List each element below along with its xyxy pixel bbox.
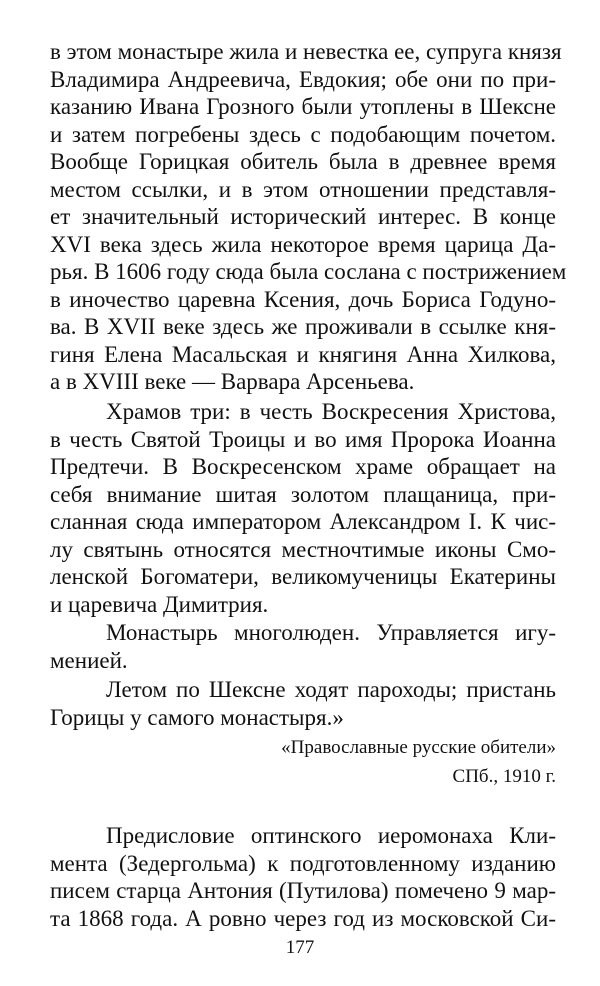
citation — [156, 733, 556, 791]
paragraph-steamboats — [50, 676, 556, 731]
paragraph-monastery-governance — [50, 619, 556, 674]
text-line: в иночество царевна Ксения, дочь Бориса Годуно- — [50, 286, 556, 312]
text-line: Предтечи. В Воскресенском храме обращает на — [50, 454, 556, 479]
text-line: в честь Святой Троицы и во имя Пророка Иоанна — [50, 426, 556, 452]
text-line: писем старца Антония (Путилова) помечено 9 мар- — [50, 878, 556, 903]
text-line: та 1868 года. А ровно через год из московской Си- — [50, 905, 556, 931]
paragraph-churches — [50, 398, 556, 618]
text-line: мента (Зедергольма) к подготовленному изданию — [50, 850, 556, 876]
text-line: местом ссылки, и в этом отношении представля- — [50, 176, 556, 202]
text-line: а в XVIII веке — Варвара Арсеньева. — [50, 369, 415, 394]
text-line: ленской Богоматери, великомученицы Екатерины — [50, 564, 556, 589]
text-line: Монастырь многолюден. Управляется игу- — [106, 620, 556, 645]
text-line: лу святынь относятся местночтимые иконы Смо- — [50, 536, 556, 562]
citation-title: «Православные русские обители» — [281, 737, 556, 758]
citation-place-year: СПб., 1910 г. — [452, 766, 556, 787]
text-line: в этом монастыре жила и невестка ее, супруга князя — [50, 39, 562, 64]
text-line: XVI века здесь жила некоторое время царица Да- — [50, 231, 556, 257]
text-line: ва. В XVII веке здесь же проживали в ссылке кня- — [50, 314, 556, 339]
text-line: и царевича Димитрия. — [50, 591, 269, 617]
paragraph-preface — [50, 822, 556, 932]
text-line: Горицы у самого монастыря.» — [50, 704, 344, 730]
text-line: ет значительный исторический интерес. В конце — [50, 204, 556, 229]
page-number: 177 — [285, 937, 315, 958]
text-line: Храмов три: в честь Воскресения Христова, — [106, 399, 556, 424]
text-line: Предисловие оптинского иеромонаха Кли- — [106, 823, 556, 848]
text-line: сланная сюда императором Александром I. К чис- — [50, 509, 556, 534]
paragraph-monastery-exiles — [50, 38, 567, 396]
text-line: Владимира Андреевича, Евдокия; обе они по при- — [50, 66, 556, 92]
text-line: казанию Ивана Грозного были утоплены в Шексне — [50, 94, 556, 119]
text-line: Летом по Шексне ходят пароходы; пристань — [106, 677, 556, 702]
text-line: Вообще Горицкая обитель была в древнее время — [50, 149, 556, 174]
text-line: менией. — [50, 647, 128, 673]
text-line: и затем погребены здесь с подобающим почетом. — [50, 121, 556, 147]
text-line: гиня Елена Масальская и княгиня Анна Хилкова, — [50, 341, 556, 367]
text-line: рья. В 1606 году сюда была сослана с пострижением — [50, 259, 567, 284]
text-line: себя внимание шитая золотом плащаница, при- — [50, 481, 556, 507]
